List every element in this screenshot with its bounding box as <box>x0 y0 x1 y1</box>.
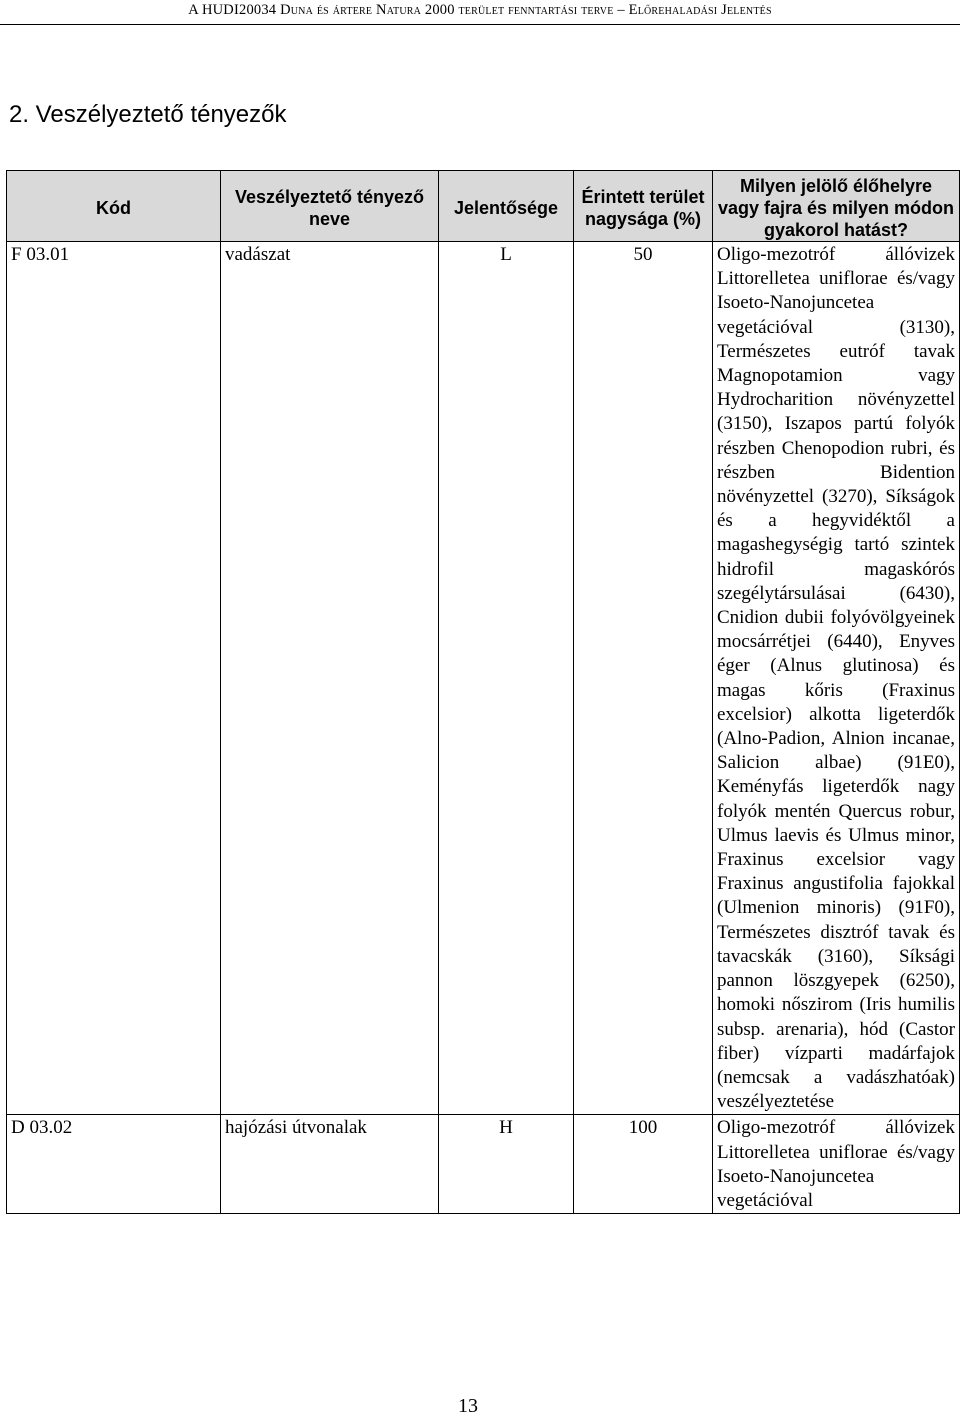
running-header <box>0 0 960 25</box>
running-header-text: A HUDI20034 Duna és ártere Natura 2000 terület fenntartási terve – Előrehaladási Jelentés <box>188 2 772 18</box>
page-number: 13 <box>458 1395 478 1417</box>
threat-name-cell: hajózási útvonalak <box>221 1115 439 1214</box>
column-header-threat-name: Veszélyeztető tényező neve <box>221 171 439 242</box>
significance-cell: H <box>439 1115 574 1214</box>
table-row <box>7 1115 960 1214</box>
effect-description-cell: Oligo-mezotróf állóvizek Littorelletea uniflorae és/vagy Isoeto-Nanojuncetea vegetációval <box>713 1115 960 1214</box>
column-header-affected-area: Érintett terület nagysága (%) <box>574 171 713 242</box>
affected-area-cell: 100 <box>574 1115 713 1214</box>
threat-code-cell: F 03.01 <box>7 242 221 1115</box>
effect-description-cell: Oligo-mezotróf állóvizek Littorelletea uniflorae és/vagy Isoeto-Nanojuncetea vegetációval (3130), Természetes eutróf tavak Magnopotamion vagy Hydrocharition növényzettel (3150), Iszapos partú folyók részben Chenopodion rubri, és részben Bidention növényzettel (3270), Síkságok és a hegyvidéktől a magashegységig tartó szintek hidrofil magaskórós szegélytársulásai (6430), Cnidion dubii folyóvölgyeinek mocsárrétjei (6440), Enyves éger (Alnus glutinosa) és magas kőris (Fraxinus excelsior) alkotta ligeterdők (Alno-Padion, Alnion incanae, Salicion albae) (91E0), Keményfás ligeterdők nagy folyók mentén Quercus robur, Ulmus laevis és Ulmus minor, Fraxinus excelsior vagy Fraxinus angustifolia fajokkal (Ulmenion minoris) (91F0), Természetes disztróf tavak és tavacskák (3160), Síksági pannon löszgyepek (6250), homoki nőszirom (Iris humilis subsp. arenaria), hód (Castor fiber) vízparti madárfajok (nemcsak a vadászhatóak) veszélyeztetése <box>713 242 960 1115</box>
column-header-code: Kód <box>7 171 221 242</box>
affected-area-cell: 50 <box>574 242 713 1115</box>
table-header-row <box>7 171 960 242</box>
threats-table <box>6 170 960 1214</box>
threat-code-cell: D 03.02 <box>7 1115 221 1214</box>
column-header-significance: Jelentősége <box>439 171 574 242</box>
column-header-effect: Milyen jelölő élőhelyre vagy fajra és milyen módon gyakorol hatást? <box>713 171 960 242</box>
table-row <box>7 242 960 1115</box>
significance-cell: L <box>439 242 574 1115</box>
threat-name-cell: vadászat <box>221 242 439 1115</box>
section-title: 2. Veszélyeztető tényezők <box>9 101 287 128</box>
